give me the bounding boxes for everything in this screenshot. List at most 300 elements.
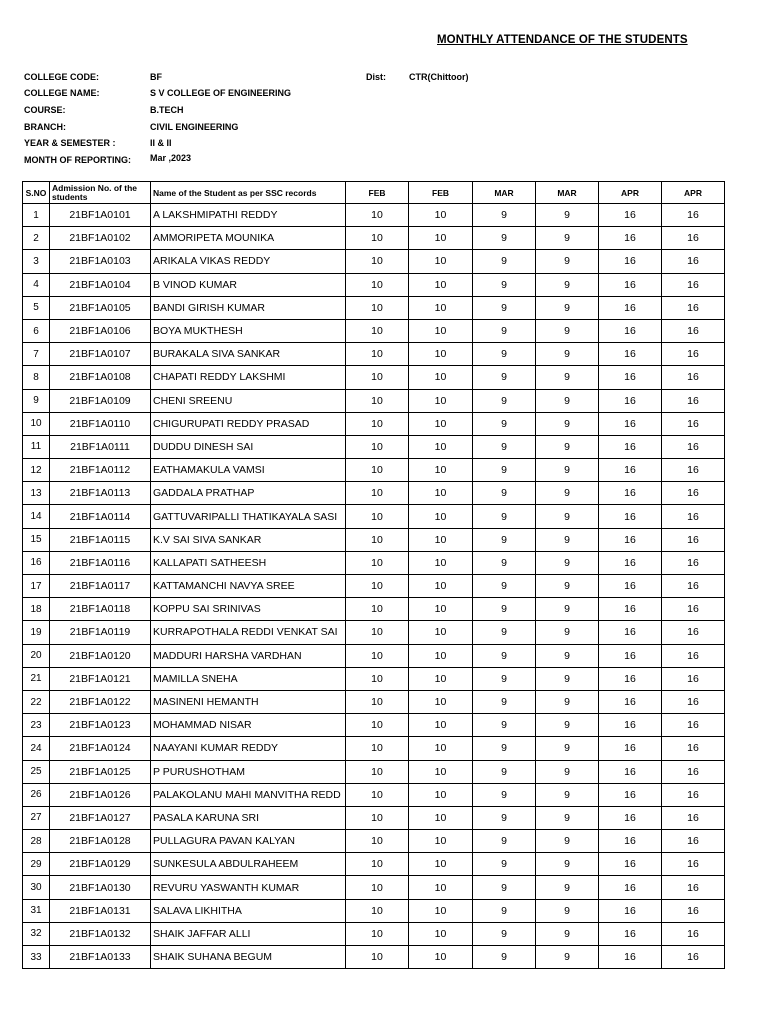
sno-cell: 23	[23, 714, 50, 737]
mar-cell-2: 9	[536, 528, 599, 551]
apr-cell-1: 16	[599, 598, 662, 621]
sno-cell: 10	[23, 412, 50, 435]
feb-cell-2: 10	[409, 435, 473, 458]
feb-cell-2: 10	[409, 690, 473, 713]
admission-no-cell: 21BF1A0122	[50, 690, 151, 713]
feb-cell-1: 10	[346, 760, 409, 783]
mar-cell-1: 9	[473, 690, 536, 713]
apr-cell-2: 16	[662, 528, 725, 551]
student-name-cell: ARIKALA VIKAS REDDY	[151, 250, 346, 273]
apr-cell-2: 16	[662, 551, 725, 574]
mar-cell-2: 9	[536, 667, 599, 690]
apr-cell-2: 16	[662, 667, 725, 690]
apr-cell-1: 16	[599, 505, 662, 528]
mar-cell-2: 9	[536, 575, 599, 598]
mar-cell-2: 9	[536, 412, 599, 435]
student-name-cell: MAMILLA SNEHA	[151, 667, 346, 690]
apr-cell-1: 16	[599, 343, 662, 366]
feb-cell-2: 10	[409, 644, 473, 667]
feb-cell-1: 10	[346, 435, 409, 458]
apr-cell-1: 16	[599, 528, 662, 551]
admission-no-cell: 21BF1A0125	[50, 760, 151, 783]
feb-cell-2: 10	[409, 621, 473, 644]
feb-cell-2: 10	[409, 598, 473, 621]
feb-cell-2: 10	[409, 528, 473, 551]
mar-cell-2: 9	[536, 737, 599, 760]
mar-cell-2: 9	[536, 459, 599, 482]
apr-cell-2: 16	[662, 644, 725, 667]
mar-cell-1: 9	[473, 319, 536, 342]
mar-cell-1: 9	[473, 343, 536, 366]
sno-cell: 11	[23, 435, 50, 458]
feb-cell-2: 10	[409, 946, 473, 969]
table-row	[23, 876, 725, 899]
sno-cell: 15	[23, 528, 50, 551]
feb-cell-1: 10	[346, 946, 409, 969]
sno-cell: 12	[23, 459, 50, 482]
attendance-table	[22, 181, 725, 969]
column-header-mar-2: MAR	[536, 182, 599, 204]
student-name-cell: MADDURI HARSHA VARDHAN	[151, 644, 346, 667]
feb-cell-1: 10	[346, 227, 409, 250]
column-header-name: Name of the Student as per SSC records	[151, 182, 346, 204]
sno-cell: 14	[23, 505, 50, 528]
mar-cell-1: 9	[473, 667, 536, 690]
feb-cell-2: 10	[409, 922, 473, 945]
apr-cell-2: 16	[662, 575, 725, 598]
apr-cell-2: 16	[662, 946, 725, 969]
sno-cell: 21	[23, 667, 50, 690]
feb-cell-1: 10	[346, 876, 409, 899]
student-name-cell: AMMORIPETA MOUNIKA	[151, 227, 346, 250]
apr-cell-2: 16	[662, 482, 725, 505]
dist-label: Dist:	[366, 72, 386, 82]
admission-no-cell: 21BF1A0106	[50, 319, 151, 342]
feb-cell-2: 10	[409, 899, 473, 922]
feb-cell-1: 10	[346, 853, 409, 876]
apr-cell-1: 16	[599, 482, 662, 505]
table-row	[23, 667, 725, 690]
feb-cell-2: 10	[409, 273, 473, 296]
apr-cell-2: 16	[662, 760, 725, 783]
mar-cell-1: 9	[473, 876, 536, 899]
mar-cell-1: 9	[473, 412, 536, 435]
feb-cell-1: 10	[346, 922, 409, 945]
sno-cell: 9	[23, 389, 50, 412]
mar-cell-1: 9	[473, 946, 536, 969]
table-row	[23, 435, 725, 458]
feb-cell-2: 10	[409, 667, 473, 690]
sno-cell: 31	[23, 899, 50, 922]
page-title: MONTHLY ATTENDANCE OF THE STUDENTS	[437, 34, 688, 46]
admission-no-cell: 21BF1A0126	[50, 783, 151, 806]
sno-cell: 6	[23, 319, 50, 342]
apr-cell-2: 16	[662, 319, 725, 342]
apr-cell-1: 16	[599, 760, 662, 783]
apr-cell-2: 16	[662, 366, 725, 389]
feb-cell-1: 10	[346, 714, 409, 737]
admission-no-cell: 21BF1A0114	[50, 505, 151, 528]
apr-cell-2: 16	[662, 621, 725, 644]
apr-cell-2: 16	[662, 389, 725, 412]
table-row	[23, 644, 725, 667]
mar-cell-1: 9	[473, 273, 536, 296]
admission-no-cell: 21BF1A0119	[50, 621, 151, 644]
feb-cell-1: 10	[346, 389, 409, 412]
mar-cell-1: 9	[473, 575, 536, 598]
admission-no-cell: 21BF1A0111	[50, 435, 151, 458]
sno-cell: 13	[23, 482, 50, 505]
admission-no-cell: 21BF1A0101	[50, 204, 151, 227]
apr-cell-2: 16	[662, 922, 725, 945]
mar-cell-2: 9	[536, 690, 599, 713]
sno-cell: 2	[23, 227, 50, 250]
admission-no-cell: 21BF1A0112	[50, 459, 151, 482]
college-code-label: COLLEGE CODE:	[24, 72, 100, 82]
college-name-value: S V COLLEGE OF ENGINEERING	[150, 88, 292, 98]
student-name-cell: SALAVA LIKHITHA	[151, 899, 346, 922]
table-row	[23, 598, 725, 621]
table-row	[23, 853, 725, 876]
table-row	[23, 366, 725, 389]
feb-cell-2: 10	[409, 760, 473, 783]
student-name-cell: KOPPU SAI SRINIVAS	[151, 598, 346, 621]
apr-cell-1: 16	[599, 273, 662, 296]
feb-cell-1: 10	[346, 505, 409, 528]
feb-cell-1: 10	[346, 737, 409, 760]
student-name-cell: SHAIK JAFFAR ALLI	[151, 922, 346, 945]
feb-cell-2: 10	[409, 551, 473, 574]
column-header-apr-2: APR	[662, 182, 725, 204]
mar-cell-2: 9	[536, 204, 599, 227]
sno-cell: 8	[23, 366, 50, 389]
table-row	[23, 319, 725, 342]
student-name-cell: SUNKESULA ABDULRAHEEM	[151, 853, 346, 876]
mar-cell-1: 9	[473, 760, 536, 783]
table-row	[23, 204, 725, 227]
feb-cell-1: 10	[346, 319, 409, 342]
admission-no-cell: 21BF1A0127	[50, 806, 151, 829]
table-header-row	[23, 182, 725, 204]
table-row	[23, 690, 725, 713]
sno-cell: 28	[23, 830, 50, 853]
sno-cell: 32	[23, 922, 50, 945]
apr-cell-2: 16	[662, 505, 725, 528]
mar-cell-1: 9	[473, 737, 536, 760]
college-code-value: BF	[150, 72, 162, 82]
table-row	[23, 783, 725, 806]
student-name-cell: DUDDU DINESH SAI	[151, 435, 346, 458]
feb-cell-1: 10	[346, 621, 409, 644]
feb-cell-1: 10	[346, 806, 409, 829]
sno-cell: 7	[23, 343, 50, 366]
table-row	[23, 946, 725, 969]
student-name-cell: PASALA KARUNA SRI	[151, 806, 346, 829]
admission-no-cell: 21BF1A0132	[50, 922, 151, 945]
apr-cell-1: 16	[599, 644, 662, 667]
feb-cell-2: 10	[409, 296, 473, 319]
admission-no-cell: 21BF1A0103	[50, 250, 151, 273]
apr-cell-2: 16	[662, 273, 725, 296]
apr-cell-2: 16	[662, 204, 725, 227]
student-name-cell: BOYA MUKTHESH	[151, 319, 346, 342]
student-name-cell: CHAPATI REDDY LAKSHMI	[151, 366, 346, 389]
apr-cell-2: 16	[662, 227, 725, 250]
student-name-cell: PALAKOLANU MAHI MANVITHA REDD	[151, 783, 346, 806]
table-row	[23, 250, 725, 273]
course-value: B.TECH	[150, 105, 184, 115]
feb-cell-1: 10	[346, 783, 409, 806]
mar-cell-1: 9	[473, 528, 536, 551]
apr-cell-2: 16	[662, 853, 725, 876]
apr-cell-1: 16	[599, 296, 662, 319]
mar-cell-2: 9	[536, 760, 599, 783]
feb-cell-1: 10	[346, 296, 409, 319]
apr-cell-1: 16	[599, 714, 662, 737]
apr-cell-1: 16	[599, 227, 662, 250]
admission-no-cell: 21BF1A0102	[50, 227, 151, 250]
apr-cell-2: 16	[662, 806, 725, 829]
student-name-cell: KURRAPOTHALA REDDI VENKAT SAI	[151, 621, 346, 644]
sno-cell: 25	[23, 760, 50, 783]
table-row	[23, 528, 725, 551]
apr-cell-2: 16	[662, 250, 725, 273]
mar-cell-2: 9	[536, 598, 599, 621]
mar-cell-2: 9	[536, 806, 599, 829]
feb-cell-1: 10	[346, 343, 409, 366]
apr-cell-1: 16	[599, 621, 662, 644]
sno-cell: 26	[23, 783, 50, 806]
apr-cell-1: 16	[599, 412, 662, 435]
mar-cell-1: 9	[473, 366, 536, 389]
admission-no-cell: 21BF1A0107	[50, 343, 151, 366]
table-row	[23, 830, 725, 853]
feb-cell-1: 10	[346, 830, 409, 853]
feb-cell-2: 10	[409, 459, 473, 482]
column-header-apr-1: APR	[599, 182, 662, 204]
apr-cell-1: 16	[599, 783, 662, 806]
mar-cell-1: 9	[473, 806, 536, 829]
sno-cell: 29	[23, 853, 50, 876]
table-row	[23, 227, 725, 250]
mar-cell-1: 9	[473, 435, 536, 458]
feb-cell-2: 10	[409, 227, 473, 250]
sno-cell: 17	[23, 575, 50, 598]
feb-cell-2: 10	[409, 366, 473, 389]
apr-cell-1: 16	[599, 667, 662, 690]
mar-cell-1: 9	[473, 482, 536, 505]
mar-cell-2: 9	[536, 250, 599, 273]
mar-cell-1: 9	[473, 296, 536, 319]
admission-no-cell: 21BF1A0130	[50, 876, 151, 899]
admission-no-cell: 21BF1A0121	[50, 667, 151, 690]
feb-cell-1: 10	[346, 482, 409, 505]
mar-cell-2: 9	[536, 435, 599, 458]
mar-cell-2: 9	[536, 621, 599, 644]
mar-cell-2: 9	[536, 366, 599, 389]
admission-no-cell: 21BF1A0115	[50, 528, 151, 551]
feb-cell-1: 10	[346, 273, 409, 296]
feb-cell-2: 10	[409, 853, 473, 876]
dist-value: CTR(Chittoor)	[409, 72, 469, 82]
student-name-cell: MOHAMMAD NISAR	[151, 714, 346, 737]
mar-cell-1: 9	[473, 853, 536, 876]
mar-cell-2: 9	[536, 389, 599, 412]
mar-cell-1: 9	[473, 459, 536, 482]
feb-cell-1: 10	[346, 899, 409, 922]
feb-cell-1: 10	[346, 459, 409, 482]
mar-cell-2: 9	[536, 899, 599, 922]
sno-cell: 22	[23, 690, 50, 713]
admission-no-cell: 21BF1A0118	[50, 598, 151, 621]
column-header-feb-2: FEB	[409, 182, 473, 204]
feb-cell-2: 10	[409, 412, 473, 435]
mar-cell-1: 9	[473, 598, 536, 621]
student-name-cell: KALLAPATI SATHEESH	[151, 551, 346, 574]
mar-cell-1: 9	[473, 204, 536, 227]
table-row	[23, 922, 725, 945]
student-name-cell: A LAKSHMIPATHI REDDY	[151, 204, 346, 227]
mar-cell-1: 9	[473, 551, 536, 574]
table-row	[23, 714, 725, 737]
sno-cell: 1	[23, 204, 50, 227]
mar-cell-2: 9	[536, 853, 599, 876]
mar-cell-1: 9	[473, 505, 536, 528]
column-header-feb-1: FEB	[346, 182, 409, 204]
table-row	[23, 296, 725, 319]
table-row	[23, 412, 725, 435]
student-name-cell: BANDI GIRISH KUMAR	[151, 296, 346, 319]
feb-cell-1: 10	[346, 204, 409, 227]
table-row	[23, 737, 725, 760]
apr-cell-2: 16	[662, 714, 725, 737]
student-name-cell: MASINENI HEMANTH	[151, 690, 346, 713]
sno-cell: 16	[23, 551, 50, 574]
admission-no-cell: 21BF1A0104	[50, 273, 151, 296]
apr-cell-2: 16	[662, 412, 725, 435]
sno-cell: 3	[23, 250, 50, 273]
student-name-cell: NAAYANI KUMAR REDDY	[151, 737, 346, 760]
student-name-cell: REVURU YASWANTH KUMAR	[151, 876, 346, 899]
sno-cell: 33	[23, 946, 50, 969]
mar-cell-2: 9	[536, 273, 599, 296]
mar-cell-2: 9	[536, 922, 599, 945]
student-name-cell: K.V SAI SIVA SANKAR	[151, 528, 346, 551]
apr-cell-1: 16	[599, 389, 662, 412]
mar-cell-1: 9	[473, 389, 536, 412]
apr-cell-2: 16	[662, 296, 725, 319]
admission-no-cell: 21BF1A0120	[50, 644, 151, 667]
mar-cell-2: 9	[536, 343, 599, 366]
table-row	[23, 505, 725, 528]
apr-cell-2: 16	[662, 343, 725, 366]
mar-cell-1: 9	[473, 783, 536, 806]
sno-cell: 24	[23, 737, 50, 760]
feb-cell-1: 10	[346, 366, 409, 389]
mar-cell-2: 9	[536, 551, 599, 574]
student-name-cell: PULLAGURA PAVAN KALYAN	[151, 830, 346, 853]
mar-cell-2: 9	[536, 946, 599, 969]
feb-cell-2: 10	[409, 830, 473, 853]
admission-no-cell: 21BF1A0131	[50, 899, 151, 922]
feb-cell-2: 10	[409, 250, 473, 273]
feb-cell-2: 10	[409, 204, 473, 227]
apr-cell-2: 16	[662, 435, 725, 458]
apr-cell-1: 16	[599, 806, 662, 829]
apr-cell-2: 16	[662, 598, 725, 621]
mar-cell-2: 9	[536, 505, 599, 528]
apr-cell-1: 16	[599, 690, 662, 713]
apr-cell-1: 16	[599, 435, 662, 458]
mar-cell-1: 9	[473, 644, 536, 667]
feb-cell-2: 10	[409, 876, 473, 899]
admission-no-cell: 21BF1A0108	[50, 366, 151, 389]
admission-no-cell: 21BF1A0133	[50, 946, 151, 969]
student-name-cell: SHAIK SUHANA BEGUM	[151, 946, 346, 969]
table-row	[23, 389, 725, 412]
admission-no-cell: 21BF1A0116	[50, 551, 151, 574]
admission-no-cell: 21BF1A0109	[50, 389, 151, 412]
mar-cell-1: 9	[473, 830, 536, 853]
table-row	[23, 621, 725, 644]
apr-cell-1: 16	[599, 250, 662, 273]
feb-cell-2: 10	[409, 389, 473, 412]
feb-cell-2: 10	[409, 783, 473, 806]
mar-cell-2: 9	[536, 876, 599, 899]
apr-cell-1: 16	[599, 204, 662, 227]
apr-cell-2: 16	[662, 737, 725, 760]
table-row	[23, 482, 725, 505]
mar-cell-1: 9	[473, 922, 536, 945]
college-name-label: COLLEGE NAME:	[24, 88, 100, 98]
sno-cell: 20	[23, 644, 50, 667]
apr-cell-2: 16	[662, 830, 725, 853]
sno-cell: 27	[23, 806, 50, 829]
sno-cell: 5	[23, 296, 50, 319]
sno-cell: 30	[23, 876, 50, 899]
month-value: Mar ,2023	[150, 153, 192, 163]
table-row	[23, 806, 725, 829]
feb-cell-2: 10	[409, 319, 473, 342]
apr-cell-1: 16	[599, 575, 662, 598]
column-header-admission: Admission No. of the students	[50, 182, 151, 204]
mar-cell-2: 9	[536, 482, 599, 505]
admission-no-cell: 21BF1A0124	[50, 737, 151, 760]
mar-cell-1: 9	[473, 250, 536, 273]
mar-cell-2: 9	[536, 714, 599, 737]
table-row	[23, 760, 725, 783]
column-header-mar-1: MAR	[473, 182, 536, 204]
student-name-cell: B VINOD KUMAR	[151, 273, 346, 296]
feb-cell-2: 10	[409, 505, 473, 528]
feb-cell-1: 10	[346, 250, 409, 273]
feb-cell-1: 10	[346, 528, 409, 551]
admission-no-cell: 21BF1A0105	[50, 296, 151, 319]
student-name-cell: GATTUVARIPALLI THATIKAYALA SASI	[151, 505, 346, 528]
mar-cell-2: 9	[536, 830, 599, 853]
admission-no-cell: 21BF1A0129	[50, 853, 151, 876]
admission-no-cell: 21BF1A0123	[50, 714, 151, 737]
feb-cell-2: 10	[409, 806, 473, 829]
apr-cell-2: 16	[662, 783, 725, 806]
student-name-cell: CHIGURUPATI REDDY PRASAD	[151, 412, 346, 435]
table-row	[23, 343, 725, 366]
feb-cell-2: 10	[409, 575, 473, 598]
feb-cell-1: 10	[346, 644, 409, 667]
sno-cell: 19	[23, 621, 50, 644]
feb-cell-2: 10	[409, 482, 473, 505]
feb-cell-1: 10	[346, 667, 409, 690]
